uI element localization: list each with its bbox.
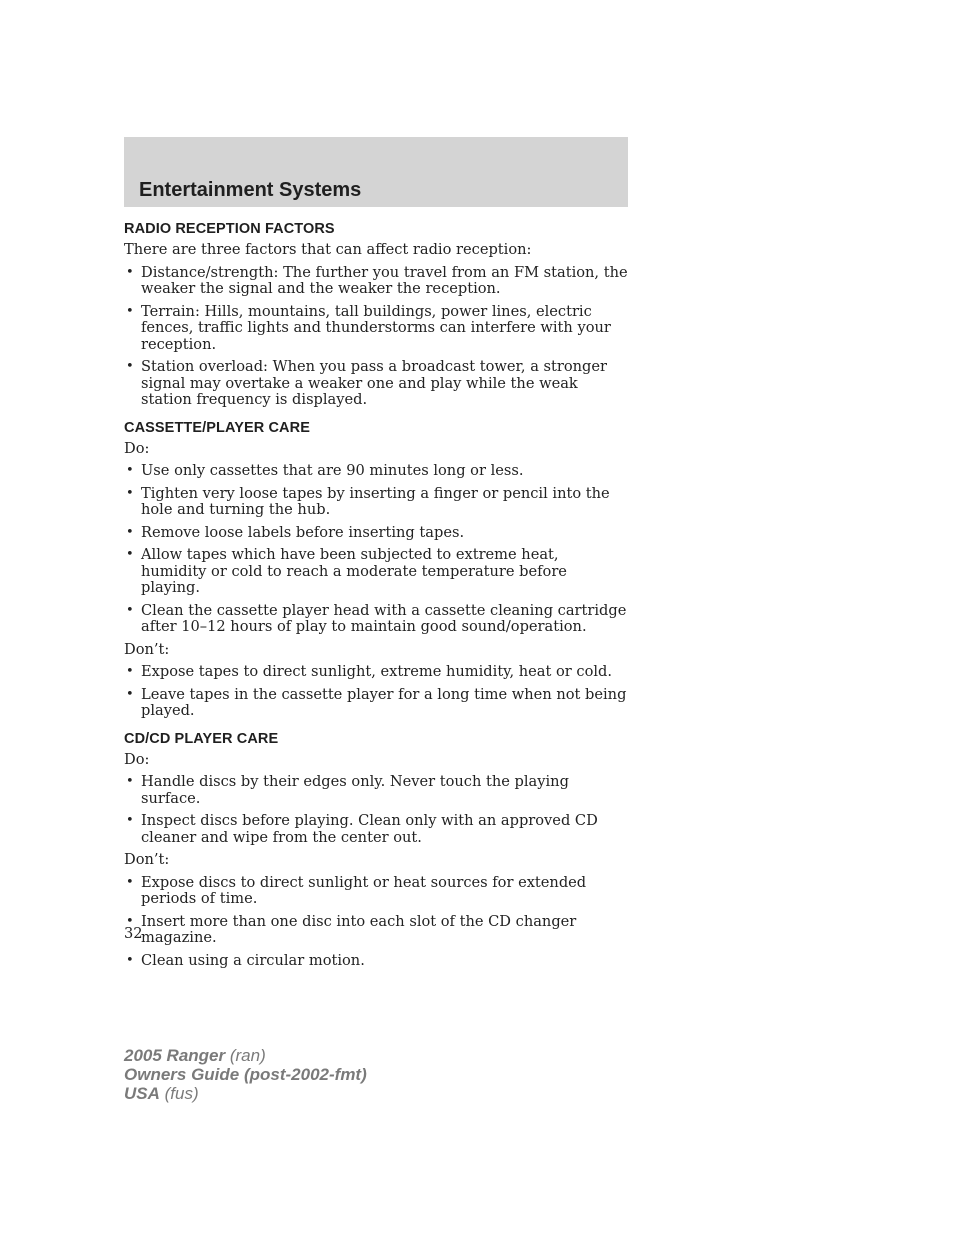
bullet-icon: • xyxy=(126,952,134,968)
list-item: • Expose tapes to direct sunlight, extreme humidity, heat or cold. xyxy=(126,663,613,680)
list-item: • Distance/strength: The further you travel from an FM station, the weaker the signal and the weaker the reception. xyxy=(126,263,628,297)
document-footer xyxy=(124,1046,367,1103)
bullet-icon: • xyxy=(126,264,134,280)
list-item: • Station overload: When you pass a broadcast tower, a stronger signal may overtake a weaker one and play while the weak station frequency is displayed. xyxy=(126,358,608,408)
footer-line-3: USA (fus) xyxy=(124,1084,199,1103)
bullet-icon: • xyxy=(126,359,134,374)
section-intro: There are three factors that can affect radio reception: xyxy=(124,241,532,258)
page-content xyxy=(124,220,628,979)
bullet-icon: • xyxy=(126,774,134,789)
list-item: • Remove loose labels before inserting tapes. xyxy=(126,523,465,541)
list-item: • Use only cassettes that are 90 minutes long or less. xyxy=(126,462,524,479)
dont-list xyxy=(124,664,628,720)
list-item: • Handle discs by their edges only. Never touch the playing surface. xyxy=(126,773,569,807)
do-list xyxy=(124,463,628,636)
bullet-icon: • xyxy=(126,686,134,702)
do-list xyxy=(124,774,628,846)
page-title: Entertainment Systems xyxy=(139,179,362,201)
footer-line-2: Owners Guide (post-2002-fmt) xyxy=(124,1065,367,1084)
dont-label: Don’t: xyxy=(124,640,170,658)
bullet-icon: • xyxy=(126,485,134,501)
dont-list xyxy=(124,875,628,970)
bullet-icon: • xyxy=(126,303,134,319)
list-item: • Tighten very loose tapes by inserting a finger or pencil into the hole and turning the hub. xyxy=(126,484,610,518)
header-band xyxy=(124,137,628,207)
bullet-icon: • xyxy=(126,547,134,562)
do-label: Do: xyxy=(124,439,150,457)
section-cassette-care xyxy=(124,419,628,720)
section-radio-reception xyxy=(124,220,628,409)
section-title: CASSETTE/PLAYER CARE xyxy=(124,419,310,436)
list-item: • Expose discs to direct sunlight or heat sources for extended periods of time. xyxy=(126,873,587,907)
bullet-icon: • xyxy=(126,874,134,890)
section-title: CD/CD PLAYER CARE xyxy=(124,730,279,747)
list-item: • Clean the cassette player head with a cassette cleaning cartridge after 10–12 hours of play to maintain good sound/operation. xyxy=(126,601,627,635)
bullet-icon: • xyxy=(126,913,134,929)
do-label: Do: xyxy=(124,750,150,768)
list-item: • Insert more than one disc into each slot of the CD changer magazine. xyxy=(126,912,577,946)
list-item: • Clean using a circular motion. xyxy=(126,951,365,969)
bullet-icon: • xyxy=(126,664,134,679)
footer-line-1: 2005 Ranger (ran) xyxy=(124,1046,266,1065)
section-cd-care xyxy=(124,730,628,970)
bullet-icon: • xyxy=(126,463,134,478)
bullet-icon: • xyxy=(126,813,134,828)
section-title: RADIO RECEPTION FACTORS xyxy=(124,221,335,237)
dont-label: Don’t: xyxy=(124,851,170,868)
bullet-icon: • xyxy=(126,524,134,540)
page-number: 32 xyxy=(124,925,143,942)
bullet-list xyxy=(124,265,628,409)
list-item: • Terrain: Hills, mountains, tall buildings, power lines, electric fences, traffic lights and thunderstorms can interfere with your reception. xyxy=(126,302,611,353)
bullet-icon: • xyxy=(126,602,134,618)
list-item: • Inspect discs before playing. Clean only with an approved CD cleaner and wipe from the center out. xyxy=(126,812,598,846)
list-item: • Allow tapes which have been subjected to extreme heat, humidity or cold to reach a moderate temperature before playing. xyxy=(126,546,567,596)
list-item: • Leave tapes in the cassette player for a long time when not being played. xyxy=(126,685,627,719)
